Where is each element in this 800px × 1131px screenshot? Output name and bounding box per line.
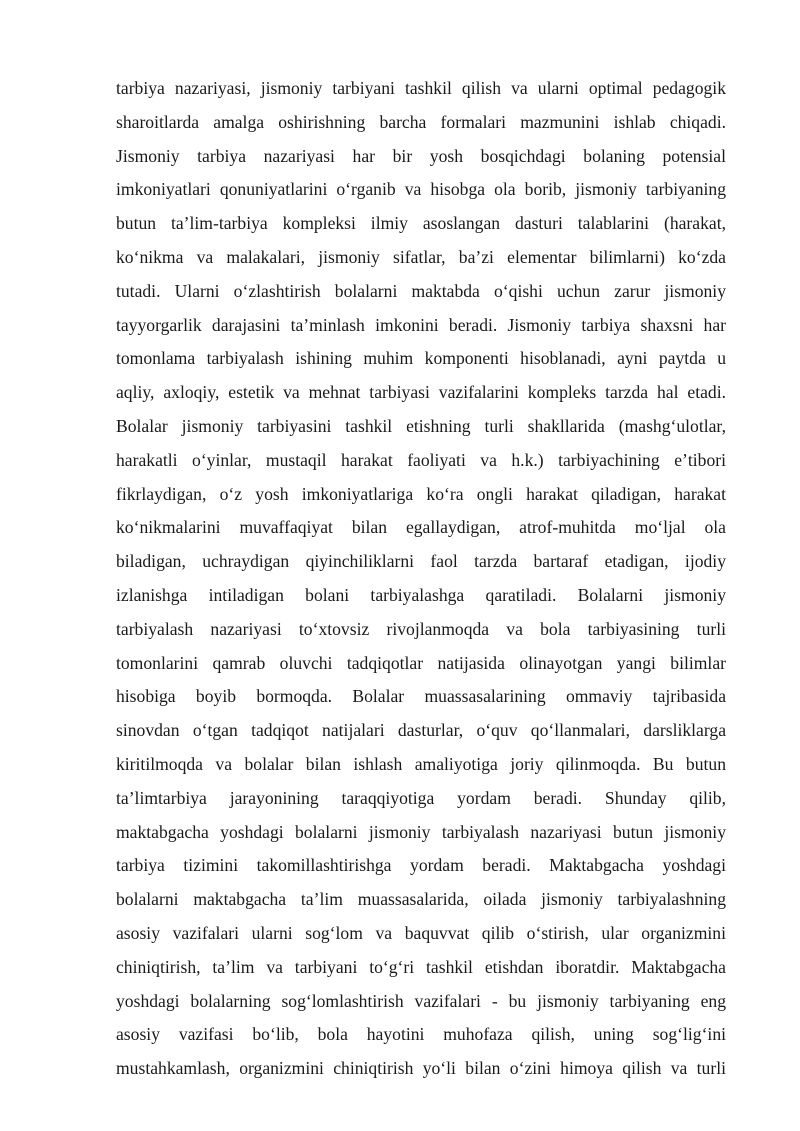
text-line: tarbiya nazariyasi, jismoniy tarbiyani tashkil qilish va ularni optimal pedagogik bbox=[116, 78, 726, 98]
text-line: aqliy, axloqiy, estetik va mehnat tarbiyasi vazifalarini kompleks tarzda hal etadi. bbox=[116, 382, 726, 403]
text-line: mustahkamlash, organizmini chiniqtirish yoʻli bilan oʻzini himoya qilish va turli bbox=[116, 1058, 726, 1079]
text-line: sharoitlarda amalga oshirishning barcha formalari mazmunini ishlab chiqadi. bbox=[116, 111, 726, 132]
text-line: maktabgacha yoshdagi bolalarni jismoniy tarbiyalash nazariyasi butun jismoniy bbox=[116, 821, 726, 842]
text-line: taʼlimtarbiya jarayonining taraqqiyotiga yordam beradi. Shunday qilib, bbox=[116, 787, 726, 808]
text-line: asosiy vazifalari ularni sogʻlom va baquvvat qilib oʻstirish, ular organizmini bbox=[116, 922, 726, 943]
text-line: koʻnikmalarini muvaffaqiyat bilan egallaydigan, atrof-muhitda moʻljal ola bbox=[116, 517, 726, 538]
text-line: izlanishga intiladigan bolani tarbiyalashga qaratiladi. Bolalarni jismoniy bbox=[116, 584, 726, 605]
text-line: asosiy vazifasi boʻlib, bola hayotini muhofaza qilish, uning sogʻligʻini bbox=[116, 1024, 726, 1045]
text-line: kiritilmoqda va bolalar bilan ishlash amaliyotiga joriy qilinmoqda. Bu butun bbox=[116, 753, 726, 774]
body-text bbox=[116, 72, 726, 1086]
text-line: biladigan, uchraydigan qiyinchiliklarni faol tarzda bartaraf etadigan, ijodiy bbox=[116, 551, 726, 572]
text-line: yoshdagi bolalarning sogʻlomlashtirish vazifalari - bu jismoniy tarbiyaning eng bbox=[116, 990, 726, 1011]
text-line: tomonlama tarbiyalash ishining muhim komponenti hisoblanadi, ayni paytda u bbox=[116, 348, 726, 369]
text-line: koʻnikma va malakalari, jismoniy sifatlar, baʼzi elementar bilimlarni) koʻzda bbox=[116, 246, 726, 267]
text-line: tarbiya tizimini takomillashtirishga yordam beradi. Maktabgacha yoshdagi bbox=[116, 855, 726, 876]
text-line: butun taʼlim-tarbiya kompleksi ilmiy asoslangan dasturi talablarini (harakat, bbox=[116, 213, 726, 234]
text-line: fikrlaydigan, oʻz yosh imkoniyatlariga koʻra ongli harakat qiladigan, harakat bbox=[116, 483, 726, 504]
text-line: tarbiyalash nazariyasi toʻxtovsiz rivojlanmoqda va bola tarbiyasining turli bbox=[116, 618, 726, 639]
text-line: bolalarni maktabgacha taʼlim muassasalarida, oilada jismoniy tarbiyalashning bbox=[116, 889, 726, 910]
text-line: hisobiga boyib bormoqda. Bolalar muassasalarining ommaviy tajribasida bbox=[116, 686, 726, 707]
text-line: tomonlarini qamrab oluvchi tadqiqotlar natijasida olinayotgan yangi bilimlar bbox=[116, 652, 726, 673]
text-line: tutadi. Ularni oʻzlashtirish bolalarni maktabda oʻqishi uchun zarur jismoniy bbox=[116, 280, 726, 301]
text-line: Bolalar jismoniy tarbiyasini tashkil etishning turli shakllarida (mashgʻulotlar, bbox=[116, 415, 726, 436]
text-line: imkoniyatlari qonuniyatlarini oʻrganib va hisobga ola borib, jismoniy tarbiyaning bbox=[116, 179, 726, 200]
text-line: harakatli oʻyinlar, mustaqil harakat faoliyati va h.k.) tarbiyachining eʼtibori bbox=[116, 449, 726, 470]
text-line: tayyorgarlik darajasini taʼminlash imkonini beradi. Jismoniy tarbiya shaxsni har bbox=[116, 314, 726, 335]
text-line: sinovdan oʻtgan tadqiqot natijalari dasturlar, oʻquv qoʻllanmalari, darsliklarga bbox=[116, 720, 726, 741]
text-line: chiniqtirish, taʼlim va tarbiyani toʻgʻri tashkil etishdan iboratdir. Maktabgacha bbox=[116, 956, 726, 977]
text-line: Jismoniy tarbiya nazariyasi har bir yosh bosqichdagi bolaning potensial bbox=[116, 145, 726, 166]
